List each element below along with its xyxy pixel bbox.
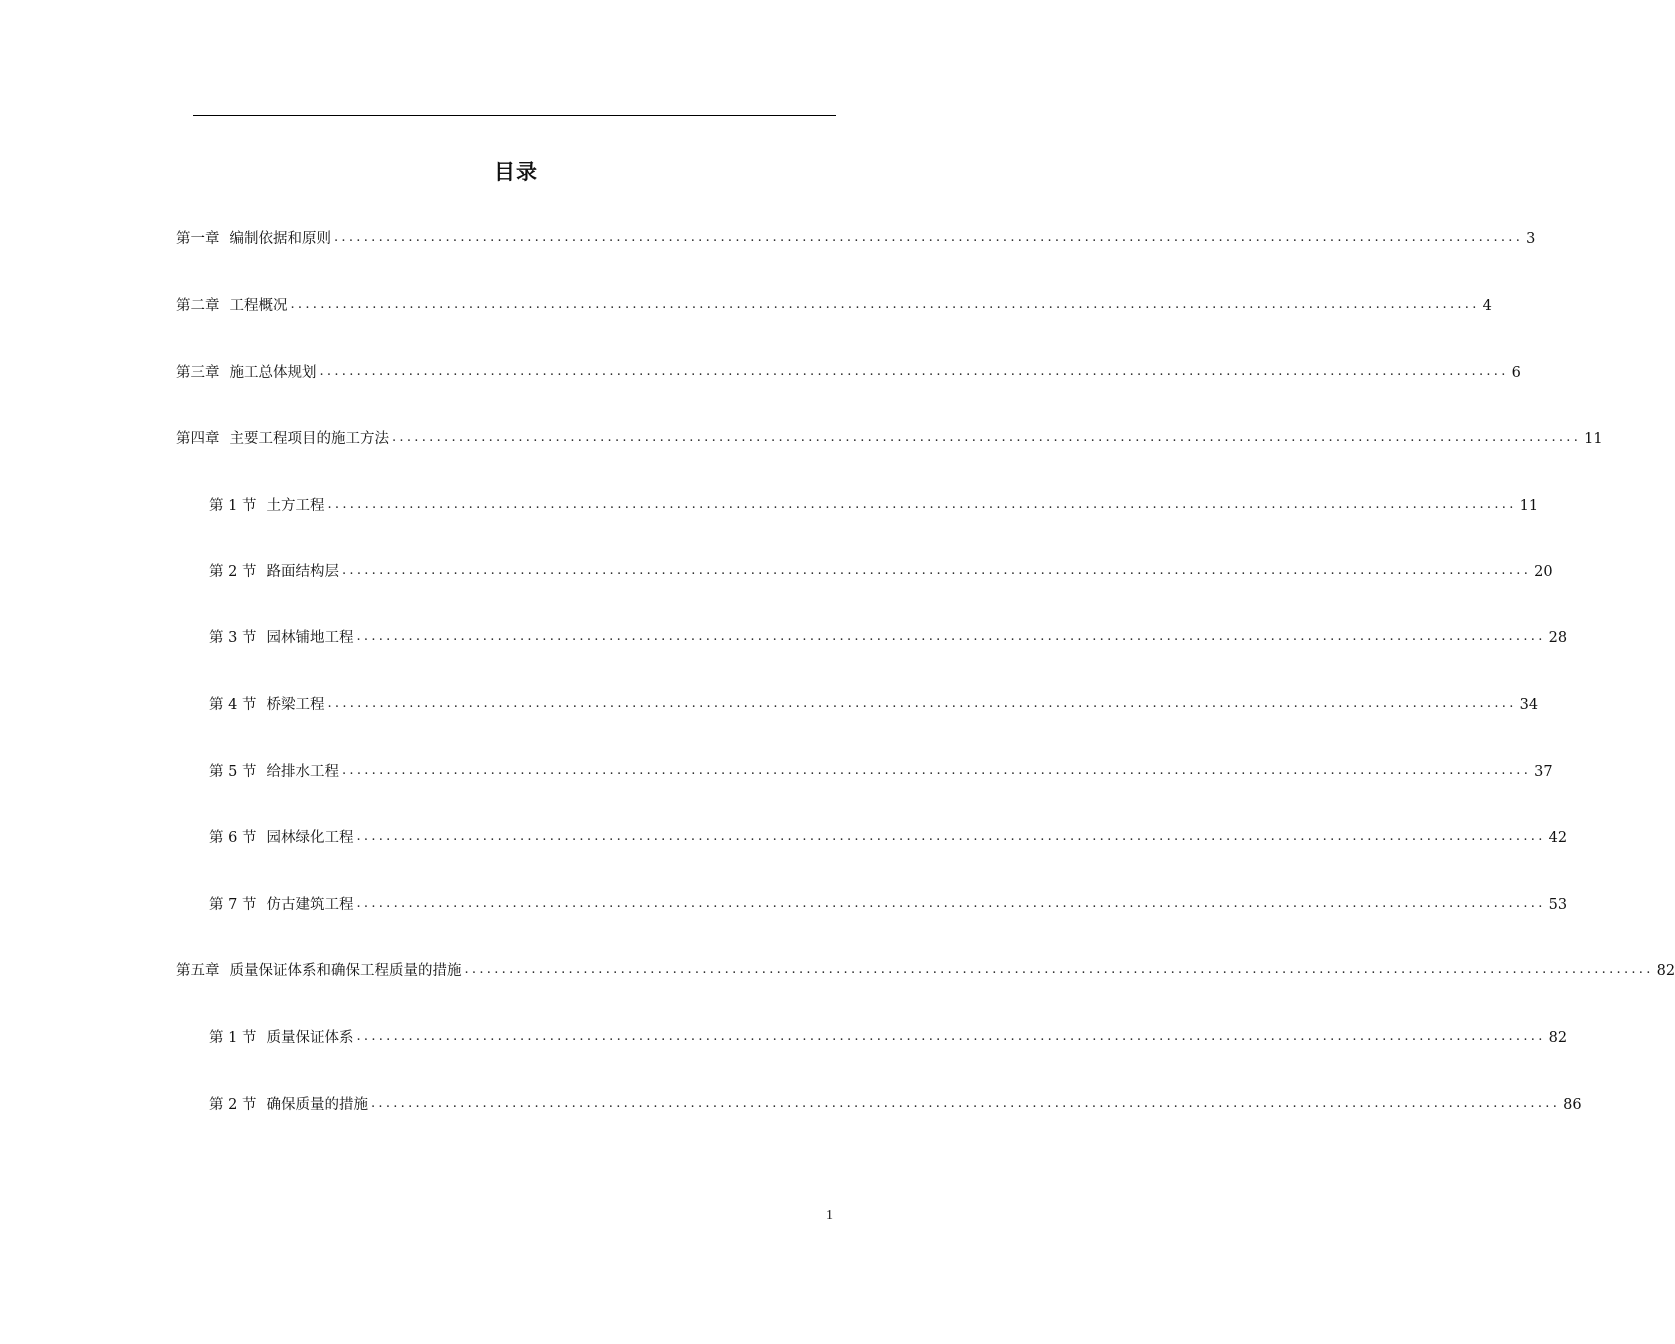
toc-entry-label — [176, 228, 331, 250]
toc-entry-page: 82 — [1656, 963, 1675, 979]
toc-entry-page: 37 — [1534, 764, 1553, 780]
toc-entry-label — [209, 1094, 368, 1116]
toc-entry[interactable] — [176, 228, 1536, 250]
toc-leader-dots: ................................................................................................................................................................ — [341, 763, 1532, 778]
toc-leader-dots: ................................................................................................................................................................ — [334, 230, 1524, 245]
toc-entry-label — [209, 495, 324, 517]
toc-entry-page: 11 — [1584, 431, 1603, 447]
toc-entry-label — [209, 1027, 353, 1049]
toc-entry-page: 53 — [1548, 897, 1568, 913]
toc-entry-number: 第四章 — [176, 431, 220, 447]
toc-leader-dots: ................................................................................................................................................................ — [327, 497, 1517, 512]
toc-entry[interactable] — [209, 561, 1553, 583]
toc-entry-label — [176, 428, 389, 450]
toc-entry-page: 6 — [1511, 365, 1521, 381]
toc-entry-text: 桥梁工程 — [266, 697, 325, 713]
toc-leader-dots: ................................................................................................................................................................ — [356, 1029, 1546, 1044]
toc-entry-number: 第五章 — [176, 963, 220, 979]
toc-entry-page: 86 — [1563, 1097, 1582, 1113]
toc-entry[interactable] — [209, 827, 1568, 849]
toc-entry-number: 第 1 节 — [209, 498, 257, 514]
toc-leader-dots: ................................................................................................................................................................ — [327, 696, 1517, 711]
toc-entry-label — [209, 561, 339, 583]
toc-leader-dots: ................................................................................................................................................................ — [356, 896, 1546, 911]
toc-entry[interactable] — [209, 1027, 1568, 1049]
toc-entry-text: 施工总体规划 — [229, 365, 317, 381]
toc-entry-number: 第 1 节 — [209, 1030, 257, 1046]
toc-entry-number: 第 6 节 — [209, 830, 257, 846]
toc-entry-number: 第 3 节 — [209, 630, 257, 646]
toc-entry-page: 20 — [1534, 564, 1553, 580]
toc-entry-label — [176, 960, 462, 982]
toc-leader-dots: ................................................................................................................................................................ — [464, 962, 1654, 977]
toc-entry-text: 园林铺地工程 — [266, 630, 354, 646]
toc-leader-dots: ................................................................................................................................................................ — [356, 629, 1546, 644]
toc-leader-dots: ................................................................................................................................................................ — [290, 297, 1480, 312]
toc-entry-page: 11 — [1519, 498, 1539, 514]
toc-entry-label — [209, 827, 353, 849]
toc-entry-number: 第三章 — [176, 365, 220, 381]
toc-entry[interactable] — [176, 960, 1675, 982]
toc-entry-page: 4 — [1482, 298, 1492, 314]
toc-entry-text: 编制依据和原则 — [229, 231, 331, 247]
toc-entry-page: 82 — [1548, 1030, 1568, 1046]
toc-leader-dots: ................................................................................................................................................................ — [341, 563, 1532, 578]
toc-leader-dots: ................................................................................................................................................................ — [319, 364, 1509, 379]
toc-entry[interactable] — [209, 495, 1539, 517]
toc-entry-label — [209, 694, 324, 716]
toc-entry-label — [176, 362, 317, 384]
toc-entry-label — [209, 894, 353, 916]
toc-entry-page: 34 — [1519, 697, 1539, 713]
toc-entry-text: 路面结构层 — [266, 564, 339, 580]
toc-entry-text: 给排水工程 — [266, 764, 339, 780]
toc-entry[interactable] — [209, 694, 1539, 716]
toc-entry-number: 第 5 节 — [209, 764, 257, 780]
toc-entry-number: 第一章 — [176, 231, 220, 247]
toc-entry-number: 第 2 节 — [209, 564, 257, 580]
toc-entry[interactable] — [209, 627, 1568, 649]
toc-entry[interactable] — [209, 761, 1553, 783]
toc-entry[interactable] — [176, 295, 1492, 317]
toc-entry-text: 工程概况 — [229, 298, 288, 314]
toc-entry-page: 42 — [1548, 830, 1568, 846]
toc-entry-text: 土方工程 — [266, 498, 325, 514]
toc-entry[interactable] — [209, 894, 1568, 916]
toc-entry-label — [209, 761, 339, 783]
toc-entry-number: 第 7 节 — [209, 897, 257, 913]
toc-entry-number: 第 4 节 — [209, 697, 257, 713]
toc-entry-text: 质量保证体系 — [266, 1030, 354, 1046]
toc-entry-page: 3 — [1526, 231, 1536, 247]
toc-entry-number: 第 2 节 — [209, 1097, 257, 1113]
toc-entry-text: 园林绿化工程 — [266, 830, 354, 846]
toc-entry-label — [209, 627, 353, 649]
toc-leader-dots: ................................................................................................................................................................ — [356, 829, 1546, 844]
toc-entry[interactable] — [209, 1094, 1582, 1116]
toc-entry-page: 28 — [1548, 630, 1568, 646]
toc-entry-number: 第二章 — [176, 298, 220, 314]
toc-entry[interactable] — [176, 362, 1521, 384]
toc-entry-text: 仿古建筑工程 — [266, 897, 354, 913]
toc-entry-text: 确保质量的措施 — [266, 1097, 368, 1113]
page-number: 1 — [826, 1208, 833, 1223]
toc-leader-dots: ................................................................................................................................................................ — [392, 430, 1582, 445]
toc-leader-dots: ................................................................................................................................................................ — [370, 1096, 1561, 1111]
page-title: 目录 — [494, 160, 538, 184]
toc-entry[interactable] — [176, 428, 1603, 450]
toc-entry-text: 质量保证体系和确保工程质量的措施 — [229, 963, 462, 979]
toc-entry-text: 主要工程项目的施工方法 — [229, 431, 389, 447]
toc-entry-label — [176, 295, 288, 317]
